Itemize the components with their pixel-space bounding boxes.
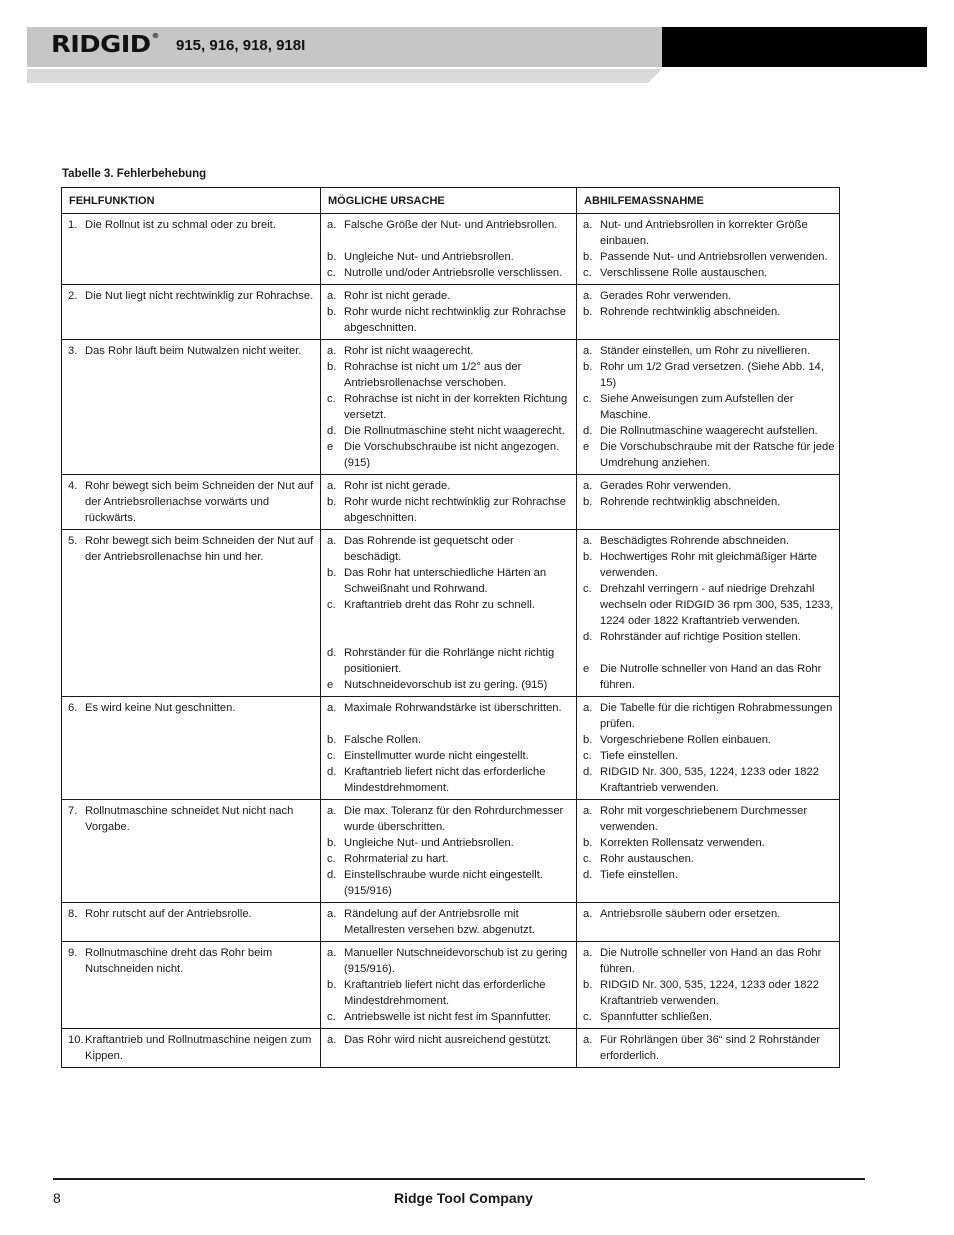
remedy-item-marker: d. bbox=[583, 766, 593, 778]
table-row bbox=[62, 697, 840, 800]
remedy-item-marker: b. bbox=[583, 306, 593, 318]
cause-item-marker: a. bbox=[327, 290, 337, 302]
spacer bbox=[583, 645, 835, 661]
cause-item-marker: b. bbox=[327, 979, 337, 991]
remedy-item-marker: c. bbox=[583, 267, 592, 279]
header-band bbox=[27, 27, 927, 83]
remedy-cell bbox=[577, 285, 840, 340]
table-row bbox=[62, 214, 840, 285]
cause-item bbox=[327, 265, 572, 281]
problem-item bbox=[68, 906, 316, 922]
problem-item bbox=[68, 343, 316, 359]
remedy-item-text: Passende Nut- und Antriebsrollen verwenden. bbox=[600, 251, 828, 263]
cause-item bbox=[327, 494, 572, 526]
remedy-item-text: Drehzahl verringern - auf niedrige Drehzahl wechseln oder RIDGID 36 rpm 300, 535, 1233, 1224 oder 1822 Kraftantrieb verwenden. bbox=[600, 583, 834, 627]
table-caption: Tabelle 3. Fehlerbehebung bbox=[62, 168, 207, 180]
remedy-item bbox=[583, 478, 835, 494]
cause-item bbox=[327, 645, 572, 677]
remedy-item-marker: a. bbox=[583, 345, 593, 357]
cause-item-marker: d. bbox=[327, 766, 337, 778]
problem-number: 4. bbox=[68, 480, 78, 492]
cause-item bbox=[327, 906, 572, 938]
remedy-item bbox=[583, 945, 835, 977]
cause-item bbox=[327, 700, 572, 716]
remedy-item-marker: b. bbox=[583, 361, 593, 373]
remedy-item-text: Rohrende rechtwinklig abschneiden. bbox=[600, 306, 781, 318]
problem-cell bbox=[62, 1029, 321, 1068]
table-row bbox=[62, 1029, 840, 1068]
cause-cell bbox=[321, 697, 577, 800]
remedy-item-text: Für Rohrlängen über 36“ sind 2 Rohrständer erforderlich. bbox=[600, 1034, 821, 1062]
cause-item-marker: b. bbox=[327, 567, 337, 579]
remedy-item bbox=[583, 304, 835, 320]
remedy-cell bbox=[577, 214, 840, 285]
remedy-cell bbox=[577, 800, 840, 903]
problem-text: Die Nut liegt nicht rechtwinklig zur Rohrachse. bbox=[85, 290, 314, 302]
cause-item-text: Rohr wurde nicht rechtwinklig zur Rohrachse abgeschnitten. bbox=[344, 496, 566, 524]
cause-item bbox=[327, 945, 572, 977]
problem-item bbox=[68, 533, 316, 565]
problem-number: 6. bbox=[68, 702, 78, 714]
page-number: 8 bbox=[53, 1190, 61, 1206]
header-black-bar bbox=[662, 27, 927, 67]
cause-item-text: Ungleiche Nut- und Antriebsrollen. bbox=[344, 251, 514, 263]
remedy-item-marker: b. bbox=[583, 251, 593, 263]
cause-item-marker: c. bbox=[327, 599, 336, 611]
spacer bbox=[327, 716, 572, 732]
remedy-item-text: Spannfutter schließen. bbox=[600, 1011, 712, 1023]
cause-item-text: Falsche Rollen. bbox=[344, 734, 422, 746]
cause-item bbox=[327, 217, 572, 233]
problem-item bbox=[68, 217, 316, 233]
cause-item-marker: c. bbox=[327, 853, 336, 865]
cause-item-marker: a. bbox=[327, 947, 337, 959]
remedy-item-marker: b. bbox=[583, 979, 593, 991]
cause-item-text: Nutschneidevorschub ist zu gering. (915) bbox=[344, 679, 548, 691]
cause-cell bbox=[321, 285, 577, 340]
remedy-item-marker: b. bbox=[583, 496, 593, 508]
company-name: Ridge Tool Company bbox=[394, 1190, 533, 1206]
problem-number: 7. bbox=[68, 805, 78, 817]
cause-item bbox=[327, 343, 572, 359]
remedy-item-marker: b. bbox=[583, 734, 593, 746]
cause-item-text: Rohr ist nicht waagerecht. bbox=[344, 345, 474, 357]
problem-number: 9. bbox=[68, 947, 78, 959]
remedy-item-marker: a. bbox=[583, 290, 593, 302]
remedy-item-text: Die Nutrolle schneller von Hand an das Rohr führen. bbox=[600, 663, 822, 691]
cause-item-text: Nutrolle und/oder Antriebsrolle verschlissen. bbox=[344, 267, 563, 279]
problem-text: Rollnutmaschine dreht das Rohr beim Nutschneiden nicht. bbox=[85, 947, 273, 975]
cause-item-text: Manueller Nutschneidevorschub ist zu gering (915/916). bbox=[344, 947, 568, 975]
remedy-cell bbox=[577, 697, 840, 800]
remedy-item-text: Rohr austauschen. bbox=[600, 853, 694, 865]
cause-item-text: Rändelung auf der Antriebsrolle mit Metallresten versehen bzw. abgenutzt. bbox=[344, 908, 535, 936]
remedy-item-text: Rohrende rechtwinklig abschneiden. bbox=[600, 496, 781, 508]
cause-cell bbox=[321, 530, 577, 697]
cause-item-text: Rohr ist nicht gerade. bbox=[344, 290, 451, 302]
spacer bbox=[327, 629, 572, 645]
ridgid-logo: RIDGID® bbox=[51, 32, 159, 58]
remedy-item-text: Siehe Anweisungen zum Aufstellen der Maschine. bbox=[600, 393, 794, 421]
cause-item-marker: b. bbox=[327, 734, 337, 746]
remedy-item bbox=[583, 288, 835, 304]
table-row bbox=[62, 530, 840, 697]
remedy-item-text: Korrekten Rollensatz verwenden. bbox=[600, 837, 765, 849]
remedy-item-text: Antriebsrolle säubern oder ersetzen. bbox=[600, 908, 781, 920]
problem-item bbox=[68, 700, 316, 716]
cause-item bbox=[327, 439, 572, 471]
cause-item bbox=[327, 851, 572, 867]
remedy-item bbox=[583, 1032, 835, 1064]
remedy-item-marker: a. bbox=[583, 219, 593, 231]
cause-item-text: Kraftantrieb liefert nicht das erforderliche Mindestdrehmoment. bbox=[344, 979, 546, 1007]
cause-cell bbox=[321, 475, 577, 530]
cause-item bbox=[327, 288, 572, 304]
cause-item bbox=[327, 391, 572, 423]
remedy-cell bbox=[577, 475, 840, 530]
remedy-item-text: Die Vorschubschraube mit der Ratsche für jede Umdrehung anziehen. bbox=[600, 441, 835, 469]
cause-item-marker: a. bbox=[327, 480, 337, 492]
problem-cell bbox=[62, 903, 321, 942]
cause-item-text: Rohr ist nicht gerade. bbox=[344, 480, 451, 492]
remedy-item bbox=[583, 803, 835, 835]
remedy-item-marker: a. bbox=[583, 908, 593, 920]
remedy-cell bbox=[577, 903, 840, 942]
table-row bbox=[62, 942, 840, 1029]
cause-item-text: Die Rollnutmaschine steht nicht waagerecht. bbox=[344, 425, 565, 437]
footer-rule bbox=[53, 1178, 865, 1180]
problem-text: Das Rohr läuft beim Nutwalzen nicht weiter. bbox=[85, 345, 302, 357]
cause-item-text: Rohrmaterial zu hart. bbox=[344, 853, 449, 865]
cause-item-marker: b. bbox=[327, 361, 337, 373]
problem-cell bbox=[62, 942, 321, 1029]
cause-item-text: Einstellmutter wurde nicht eingestellt. bbox=[344, 750, 529, 762]
cause-item-text: Rohrständer für die Rohrlänge nicht richtig positioniert. bbox=[344, 647, 555, 675]
remedy-item bbox=[583, 977, 835, 1009]
cause-item bbox=[327, 565, 572, 597]
cause-item-marker: a. bbox=[327, 702, 337, 714]
remedy-item bbox=[583, 494, 835, 510]
remedy-item-text: Verschlissene Rolle austauschen. bbox=[600, 267, 768, 279]
remedy-item-marker: d. bbox=[583, 425, 593, 437]
problem-item bbox=[68, 1032, 316, 1064]
table-header-row bbox=[62, 188, 840, 214]
problem-cell bbox=[62, 340, 321, 475]
remedy-item-marker: a. bbox=[583, 1034, 593, 1046]
table-row bbox=[62, 340, 840, 475]
remedy-item-text: Rohr um 1/2 Grad versetzen. (Siehe Abb. 14, 15) bbox=[600, 361, 824, 389]
cause-item-text: Maximale Rohrwandstärke ist überschritten. bbox=[344, 702, 562, 714]
cause-item-marker: a. bbox=[327, 219, 337, 231]
remedy-item-text: Die Rollnutmaschine waagerecht aufstellen. bbox=[600, 425, 818, 437]
remedy-item-marker: a. bbox=[583, 947, 593, 959]
cause-item-text: Einstellschraube wurde nicht eingestellt. (915/916) bbox=[344, 869, 543, 897]
table-row bbox=[62, 800, 840, 903]
problem-text: Rohr bewegt sich beim Schneiden der Nut auf der Antriebsrollenachse hin und her. bbox=[85, 535, 314, 563]
remedy-item bbox=[583, 732, 835, 748]
remedy-item-marker: a. bbox=[583, 480, 593, 492]
problem-number: 10. bbox=[68, 1034, 84, 1046]
cause-item bbox=[327, 597, 572, 613]
remedy-item bbox=[583, 581, 835, 629]
remedy-item bbox=[583, 359, 835, 391]
remedy-item-text: Tiefe einstellen. bbox=[600, 869, 678, 881]
table-row bbox=[62, 285, 840, 340]
cause-item-marker: b. bbox=[327, 251, 337, 263]
remedy-item bbox=[583, 867, 835, 883]
cause-item-text: Die max. Toleranz für den Rohrdurchmesser wurde überschritten. bbox=[344, 805, 564, 833]
remedy-item-marker: b. bbox=[583, 837, 593, 849]
cause-item bbox=[327, 478, 572, 494]
header-graphic bbox=[27, 27, 927, 83]
problem-number: 1. bbox=[68, 219, 78, 231]
cause-item-text: Antriebswelle ist nicht fest im Spannfutter. bbox=[344, 1011, 552, 1023]
table-row bbox=[62, 475, 840, 530]
problem-text: Rollnutmaschine schneidet Nut nicht nach Vorgabe. bbox=[85, 805, 294, 833]
cause-cell bbox=[321, 1029, 577, 1068]
remedy-item-marker: c. bbox=[583, 583, 592, 595]
model-numbers: 915, 916, 918, 918I bbox=[176, 37, 306, 54]
cause-item bbox=[327, 359, 572, 391]
remedy-item-marker: d. bbox=[583, 869, 593, 881]
cause-item-text: Das Rohrende ist gequetscht oder beschädigt. bbox=[344, 535, 514, 563]
problem-text: Rohr rutscht auf der Antriebsrolle. bbox=[85, 908, 252, 920]
cause-cell bbox=[321, 942, 577, 1029]
cause-item-marker: c. bbox=[327, 393, 336, 405]
cause-item-text: Ungleiche Nut- und Antriebsrollen. bbox=[344, 837, 514, 849]
problem-number: 2. bbox=[68, 290, 78, 302]
remedy-item-text: Rohrständer auf richtige Position stellen. bbox=[600, 631, 801, 643]
cause-item bbox=[327, 764, 572, 796]
cause-item-marker: a. bbox=[327, 1034, 337, 1046]
cause-item bbox=[327, 304, 572, 336]
remedy-item-marker: c. bbox=[583, 853, 592, 865]
remedy-item-text: Hochwertiges Rohr mit gleichmäßiger Härte verwenden. bbox=[600, 551, 817, 579]
cause-item-text: Falsche Größe der Nut- und Antriebsrollen. bbox=[344, 219, 558, 231]
cause-item-text: Das Rohr hat unterschiedliche Härten an Schweißnaht und Rohrwand. bbox=[344, 567, 547, 595]
remedy-cell bbox=[577, 942, 840, 1029]
problem-cell bbox=[62, 530, 321, 697]
problem-cell bbox=[62, 800, 321, 903]
problem-text: Es wird keine Nut geschnitten. bbox=[85, 702, 236, 714]
remedy-item-text: RIDGID Nr. 300, 535, 1224, 1233 oder 1822 Kraftantrieb verwenden. bbox=[600, 766, 819, 794]
problem-item bbox=[68, 803, 316, 835]
header-gray-strip bbox=[27, 69, 662, 83]
cause-item-marker: e bbox=[327, 441, 334, 453]
problem-number: 3. bbox=[68, 345, 78, 357]
cause-item bbox=[327, 732, 572, 748]
cause-item-marker: a. bbox=[327, 345, 337, 357]
remedy-cell bbox=[577, 530, 840, 697]
cause-item-text: Rohrachse ist nicht in der korrekten Richtung versetzt. bbox=[344, 393, 568, 421]
problem-number: 5. bbox=[68, 535, 78, 547]
cause-cell bbox=[321, 340, 577, 475]
problem-cell bbox=[62, 697, 321, 800]
remedy-item bbox=[583, 343, 835, 359]
column-header-problem: FEHLFUNKTION bbox=[62, 188, 321, 214]
remedy-item bbox=[583, 391, 835, 423]
remedy-item-text: Rohr mit vorgeschriebenem Durchmesser verwenden. bbox=[600, 805, 808, 833]
troubleshooting-table bbox=[61, 187, 840, 1068]
cause-item bbox=[327, 249, 572, 265]
spacer bbox=[327, 613, 572, 629]
remedy-item-text: Gerades Rohr verwenden. bbox=[600, 290, 732, 302]
cause-item bbox=[327, 677, 572, 693]
remedy-item-marker: a. bbox=[583, 805, 593, 817]
cause-item-text: Kraftantrieb liefert nicht das erforderliche Mindestdrehmoment. bbox=[344, 766, 546, 794]
problem-number: 8. bbox=[68, 908, 78, 920]
remedy-item bbox=[583, 906, 835, 922]
remedy-item-text: Nut- und Antriebsrollen in korrekter Größe einbauen. bbox=[600, 219, 808, 247]
remedy-item-marker: b. bbox=[583, 551, 593, 563]
remedy-item bbox=[583, 661, 835, 693]
remedy-item-marker: a. bbox=[583, 535, 593, 547]
remedy-item bbox=[583, 748, 835, 764]
cause-item bbox=[327, 835, 572, 851]
cause-cell bbox=[321, 800, 577, 903]
remedy-item bbox=[583, 629, 835, 645]
cause-item-marker: d. bbox=[327, 425, 337, 437]
remedy-item bbox=[583, 533, 835, 549]
cause-item-marker: d. bbox=[327, 647, 337, 659]
table-row bbox=[62, 903, 840, 942]
remedy-item-text: Beschädigtes Rohrende abschneiden. bbox=[600, 535, 790, 547]
column-header-cause: MÖGLICHE URSACHE bbox=[321, 188, 577, 214]
cause-item-marker: c. bbox=[327, 267, 336, 279]
problem-item bbox=[68, 478, 316, 526]
cause-item-marker: a. bbox=[327, 908, 337, 920]
remedy-item-marker: c. bbox=[583, 750, 592, 762]
remedy-item-marker: c. bbox=[583, 393, 592, 405]
remedy-item bbox=[583, 1009, 835, 1025]
cause-item-marker: d. bbox=[327, 869, 337, 881]
remedy-item bbox=[583, 423, 835, 439]
remedy-cell bbox=[577, 340, 840, 475]
column-header-remedy: ABHILFEMASSNAHME bbox=[577, 188, 840, 214]
remedy-item bbox=[583, 700, 835, 732]
problem-cell bbox=[62, 285, 321, 340]
table-body bbox=[62, 214, 840, 1068]
cause-item bbox=[327, 533, 572, 565]
remedy-item-marker: a. bbox=[583, 702, 593, 714]
remedy-item-text: Tiefe einstellen. bbox=[600, 750, 678, 762]
cause-item bbox=[327, 803, 572, 835]
cause-item-marker: e bbox=[327, 679, 334, 691]
cause-item-text: Rohr wurde nicht rechtwinklig zur Rohrachse abgeschnitten. bbox=[344, 306, 566, 334]
cause-item-text: Rohrachse ist nicht um 1/2° aus der Antriebsrollenachse verschoben. bbox=[344, 361, 522, 389]
cause-item-marker: b. bbox=[327, 306, 337, 318]
cause-item-text: Die Vorschubschraube ist nicht angezogen. (915) bbox=[344, 441, 560, 469]
remedy-item bbox=[583, 265, 835, 281]
cause-item-marker: a. bbox=[327, 805, 337, 817]
cause-item-marker: c. bbox=[327, 1011, 336, 1023]
remedy-item-text: Die Nutrolle schneller von Hand an das Rohr führen. bbox=[600, 947, 822, 975]
remedy-item-text: Ständer einstellen, um Rohr zu nivellieren. bbox=[600, 345, 811, 357]
problem-item bbox=[68, 945, 316, 977]
problem-cell bbox=[62, 475, 321, 530]
problem-cell bbox=[62, 214, 321, 285]
remedy-item-marker: c. bbox=[583, 1011, 592, 1023]
remedy-cell bbox=[577, 1029, 840, 1068]
cause-item-marker: c. bbox=[327, 750, 336, 762]
remedy-item bbox=[583, 835, 835, 851]
remedy-item bbox=[583, 851, 835, 867]
remedy-item bbox=[583, 764, 835, 796]
cause-item-marker: b. bbox=[327, 496, 337, 508]
problem-text: Kraftantrieb und Rollnutmaschine neigen zum Kippen. bbox=[85, 1034, 312, 1062]
cause-item bbox=[327, 1009, 572, 1025]
remedy-item bbox=[583, 439, 835, 471]
cause-item bbox=[327, 977, 572, 1009]
cause-item-marker: b. bbox=[327, 837, 337, 849]
remedy-item-marker: e bbox=[583, 441, 590, 453]
cause-item-text: Kraftantrieb dreht das Rohr zu schnell. bbox=[344, 599, 535, 611]
cause-cell bbox=[321, 214, 577, 285]
remedy-item bbox=[583, 249, 835, 265]
cause-cell bbox=[321, 903, 577, 942]
remedy-item-marker: d. bbox=[583, 631, 593, 643]
cause-item bbox=[327, 423, 572, 439]
remedy-item-marker: e bbox=[583, 663, 590, 675]
cause-item bbox=[327, 1032, 572, 1048]
spacer bbox=[327, 233, 572, 249]
cause-item bbox=[327, 748, 572, 764]
cause-item-text: Das Rohr wird nicht ausreichend gestützt. bbox=[344, 1034, 552, 1046]
problem-item bbox=[68, 288, 316, 304]
cause-item-marker: a. bbox=[327, 535, 337, 547]
remedy-item bbox=[583, 217, 835, 249]
problem-text: Die Rollnut ist zu schmal oder zu breit. bbox=[85, 219, 276, 231]
remedy-item-text: Gerades Rohr verwenden. bbox=[600, 480, 732, 492]
remedy-item bbox=[583, 549, 835, 581]
remedy-item-text: Vorgeschriebene Rollen einbauen. bbox=[600, 734, 772, 746]
cause-item bbox=[327, 867, 572, 899]
problem-text: Rohr bewegt sich beim Schneiden der Nut auf der Antriebsrollenachse vorwärts und rückwärts. bbox=[85, 480, 314, 524]
remedy-item-text: RIDGID Nr. 300, 535, 1224, 1233 oder 1822 Kraftantrieb verwenden. bbox=[600, 979, 819, 1007]
remedy-item-text: Die Tabelle für die richtigen Rohrabmessungen prüfen. bbox=[600, 702, 833, 730]
